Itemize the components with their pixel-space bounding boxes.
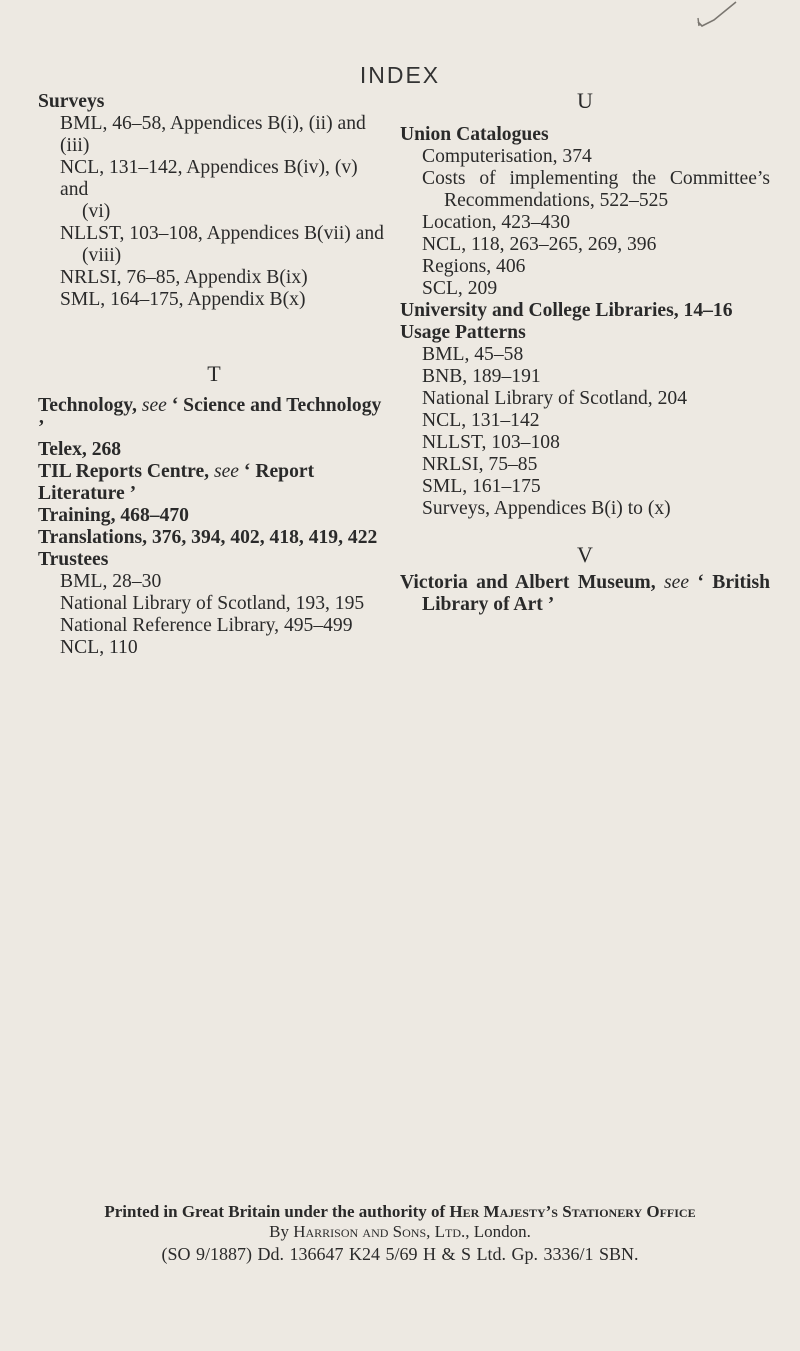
- entry-term: TIL Reports Centre,: [38, 461, 214, 482]
- heading-usage-patterns: Usage Patterns: [400, 322, 526, 343]
- list-item: National Library of Scotland, 204: [422, 388, 687, 409]
- list-item: NRLSI, 75–85: [422, 454, 538, 475]
- list-item: BML, 46–58, Appendices B(i), (ii) and (iii): [60, 113, 366, 156]
- imprint-printer: Harrison and Sons, Ltd.: [293, 1222, 466, 1241]
- list-item: Costs of implementing the Committee’s: [422, 168, 770, 189]
- list-item: NCL, 131–142, Appendices B(iv), (v) and: [60, 157, 358, 200]
- cross-reference: ‘ Science and Technology ’: [38, 395, 382, 438]
- entry-training: Training, 468–470: [38, 505, 189, 526]
- list-item: National Library of Scotland, 193, 195: [60, 593, 365, 614]
- imprint-line-1: [0, 1202, 800, 1222]
- list-item: Recommendations, 522–525: [444, 190, 669, 211]
- list-item: SCL, 209: [422, 278, 498, 299]
- list-item: NCL, 110: [60, 637, 138, 658]
- entry-university-libraries: University and College Libraries, 14–16: [400, 300, 733, 321]
- imprint-office: Her Majesty’s Stationery Office: [449, 1202, 696, 1221]
- cross-reference: ‘ British: [689, 572, 770, 593]
- see-reference: see: [664, 572, 690, 593]
- heading-surveys: Surveys: [38, 91, 105, 112]
- imprint-text: By: [269, 1222, 294, 1241]
- page-title: INDEX: [359, 62, 441, 88]
- see-reference: see: [213, 461, 240, 482]
- list-item: NLLST, 103–108, Appendices B(vii) and: [60, 223, 384, 244]
- see-reference: see: [141, 395, 167, 416]
- imprint-line-2: [0, 1222, 800, 1242]
- heading-trustees: Trustees: [38, 549, 109, 570]
- list-item: (viii): [82, 245, 122, 266]
- list-item: NCL, 118, 263–265, 269, 396: [422, 234, 657, 255]
- section-letter-v: V: [577, 542, 593, 567]
- entry-victoria-continued: Library of Art ’: [422, 594, 555, 615]
- imprint-text: Printed in Great Britain under the authority of: [104, 1202, 450, 1221]
- cross-reference: ‘ Report Literature ’: [38, 461, 315, 504]
- list-item: BML, 45–58: [422, 344, 524, 365]
- list-item: BNB, 189–191: [422, 366, 541, 387]
- imprint-text: , London.: [465, 1222, 531, 1241]
- list-item: SML, 161–175: [422, 476, 541, 497]
- entry-telex: Telex, 268: [38, 439, 122, 460]
- list-item: BML, 28–30: [60, 571, 162, 592]
- section-letter-u: U: [577, 88, 593, 113]
- list-item: NRLSI, 76–85, Appendix B(ix): [60, 267, 308, 288]
- list-item: NCL, 131–142: [422, 410, 540, 431]
- entry-til-reports: [38, 461, 390, 505]
- right-column: [400, 88, 770, 616]
- entry-term: Technology,: [38, 395, 142, 416]
- entry-translations: Translations, 376, 394, 402, 418, 419, 422: [38, 527, 378, 548]
- entry-victoria-albert: [400, 572, 770, 594]
- heading-union-catalogues: Union Catalogues: [400, 124, 549, 145]
- pencil-mark: [692, 0, 742, 28]
- list-item: SML, 164–175, Appendix B(x): [60, 289, 306, 310]
- list-item: (vi): [82, 201, 111, 222]
- left-column: [38, 91, 390, 659]
- entry-term: Victoria and Albert Museum,: [400, 572, 665, 593]
- list-item: NLLST, 103–108: [422, 432, 560, 453]
- list-item: Regions, 406: [422, 256, 526, 277]
- list-item: Computerisation, 374: [422, 146, 592, 167]
- imprint-line-3: (SO 9/1887) Dd. 136647 K24 5/69 H & S Ltd. Gp. 3336/1 SBN.: [161, 1244, 639, 1264]
- list-item: National Reference Library, 495–499: [60, 615, 353, 636]
- section-letter-t: T: [207, 361, 221, 386]
- entry-technology: [38, 395, 390, 439]
- list-item: Surveys, Appendices B(i) to (x): [422, 498, 671, 519]
- list-item: Location, 423–430: [422, 212, 571, 233]
